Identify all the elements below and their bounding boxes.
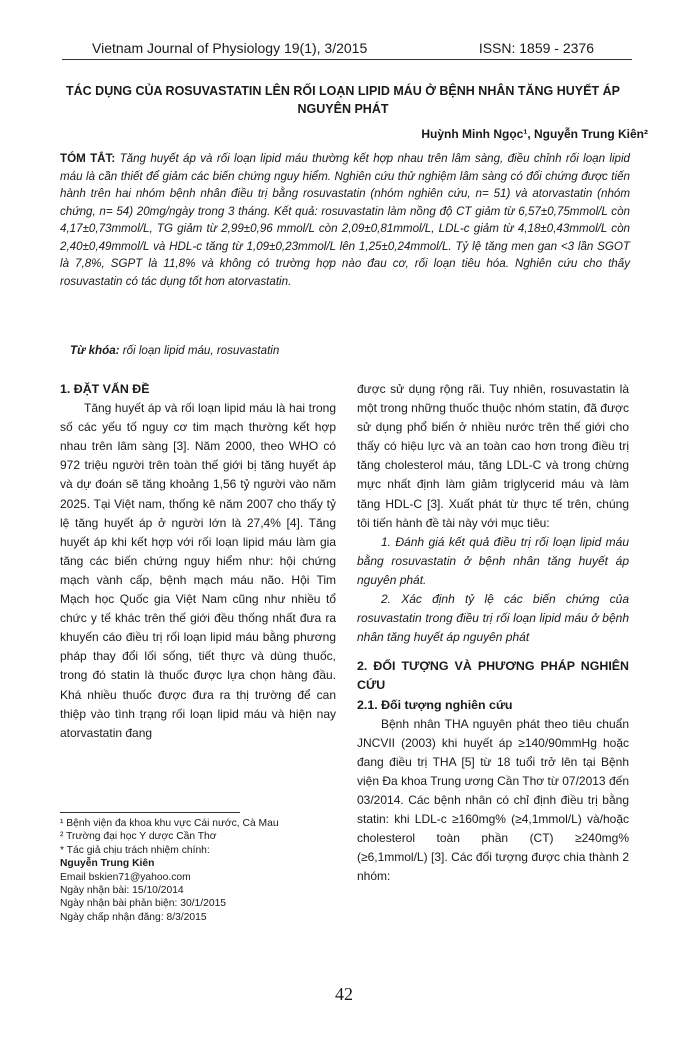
abstract-label: TÓM TẮT: [60,152,116,165]
left-column [60,380,336,743]
running-header [62,38,632,60]
right-column [357,380,629,886]
article-title: TÁC DỤNG CỦA ROSUVASTATIN LÊN RỐI LOẠN LIPID MÁU Ở BỆNH NHÂN TĂNG HUYẾT ÁP NGUYÊN PHÁT [66,84,620,116]
subsection-heading-subjects: 2.1. Đối tượng nghiên cứu [357,697,513,712]
journal-name: Vietnam Journal of Physiology 19(1), 3/2015 [92,40,368,56]
intro-paragraph-cont: được sử dụng rộng rãi. Tuy nhiên, rosuvastatin là một trong những thuốc thuộc nhóm statin, đã được sử dụng phổ biến ở nhiều nước trên thế giới cho thấy có hiệu lực và an toàn cao hơn trong điều trị tăng cholesterol máu, tăng LDL-C và trong chừng mực nhất định làm giảm triglycerid máu và làm tăng HDL-C [3]. Xuất phát từ thực tế trên, chúng tôi tiến hành đề tài này với mục tiêu: [357,382,629,530]
subjects-paragraph: Bệnh nhân THA nguyên phát theo tiêu chuẩn JNCVII (2003) khi huyết áp ≥140/90mmHg hoặc đang điều trị THA [5] từ 18 tuổi trở lên tại Bệnh viện Đa khoa Trung ương Cần Thơ từ 07/2013 đến 03/2014. Các bệnh nhân có chỉ định điều trị bằng statin: khi LDL-c ≥160mg% (≥4,1mmol/L) và/hoặc cholesterol toàn phần (CT) ≥240mg% (≥6,1mmol/L) [3]. Các đối tượng được chia thành 2 nhóm: [357,716,629,884]
section-heading-intro: 1. ĐẶT VẤN ĐỀ [60,382,150,396]
objective-2: 2. Xác định tỷ lệ các biến chứng của rosuvastatin trong điều trị rối loạn lipid máu ở bệnh nhân tăng huyết áp nguyên phát [357,592,629,645]
page-number: 42 [335,984,353,1004]
issn: ISSN: 1859 - 2376 [478,40,594,56]
section-heading-methods: 2. ĐỐI TƯỢNG VÀ PHƯƠNG PHÁP NGHIÊN CỨU [357,659,629,693]
footnote-reviewed: Ngày nhận bài phản biện: 30/1/2015 [60,898,227,910]
abstract [60,150,630,290]
abstract-text: Tăng huyết áp và rối loạn lipid máu thường kết hợp nhau trên lâm sàng, điều chỉnh rối loạn lipid máu là cần thiết để giảm các biến chứng nguy hiểm. Nghiên cứu thử nghiệm lâm sàng có đối chứng được tiến hành trên hai nhóm bệnh nhân điều trị bằng rosuvastatin (nhóm nghiên cứu, n= 51) và atorvastatin (nhóm chứng, n= 54) 20mg/ngày trong 3 tháng. Kết quả: rosuvastatin làm nồng độ CT giảm từ 6,57±0,75mmol/L còn 4,17±0,73mmol/L, TG giảm từ 2,99±0,96 mmol/L còn 2,09±0,81mmol/L, LDL-c giảm từ 4,18±0,43mmol/L còn 2,40±0,49mmol/L và HDL-c tăng từ 1,09±0,23mmol/L lên 1,25±0,24mmol/L. Tỷ lệ tăng men gan <3 lần SGOT là 7,8%, SGPT là 11,8% và không có trường hợp nào đau cơ, rối loạn tiêu hóa. Nghiên cứu cho thấy rosuvastatin có tác dụng tốt hơn atorvastatin. [60,152,631,288]
footnote-received: Ngày nhận bài: 15/10/2014 [60,885,184,897]
footnote-rule [60,812,240,813]
header-rule [62,59,632,60]
objective-1: 1. Đánh giá kết quả điều trị rối loạn lipid máu bằng rosuvastatin ở bệnh nhân tăng huyết áp nguyên phát. [357,534,629,587]
footnote-accepted: Ngày chấp nhận đăng: 8/3/2015 [60,911,207,923]
intro-paragraph: Tăng huyết áp và rối loạn lipid máu là hai trong số các yếu tố nguy cơ tim mạch thường kết hợp nhau trên lâm sàng [3]. Năm 2000, theo WHO có 972 triệu người trên toàn thế giới bị tăng huyết áp và dự đoán sẽ tăng khoảng 1,56 tỷ người vào năm 2025. Tại Việt nam, thống kê năm 2007 cho thấy tỷ lệ tăng huyết áp ở người lớn là 27,4% [4]. Tăng huyết áp khi kết hợp với rối loạn lipid máu làm gia tăng các biến chứng nguy hiểm như: hội chứng mạch vành cấp, bệnh mạch máu não. Hội Tim Mạch học Quốc gia Việt Nam cũng như nhiều tổ chức y tế khác trên thế giới đều thống nhất đưa ra khuyến cáo điều trị rối loạn lipid máu bằng phương pháp thay đổi lối sống, tiết thực và dùng thuốc, trong đó statin là thuốc được lựa chọn hàng đầu. Khá nhiều thuốc được đưa ra thị trường để can thiệp vào tình trạng rối loạn lipid máu và hiện nay atorvastatin đang [60,401,336,740]
footnote-affiliation-2: ² Trường đại học Y dược Cần Thơ [60,831,217,843]
footnote-corresponding: * Tác giả chịu trách nhiệm chính: [60,844,210,856]
footnotes [60,812,336,924]
footnote-affiliation-1: ¹ Bệnh viện đa khoa khu vực Cái nước, Cà Mau [60,818,279,829]
keywords [70,344,630,357]
footnote-corresponding-name: Nguyễn Trung Kiên [60,858,155,870]
footnote-email: Email bskien71@yahoo.com [60,871,191,883]
keywords-label: Từ khóa: [70,344,120,357]
keywords-text: rối loạn lipid máu, rosuvastatin [122,344,280,357]
authors: Huỳnh Minh Ngọc¹, Nguyễn Trung Kiên² [421,127,648,141]
